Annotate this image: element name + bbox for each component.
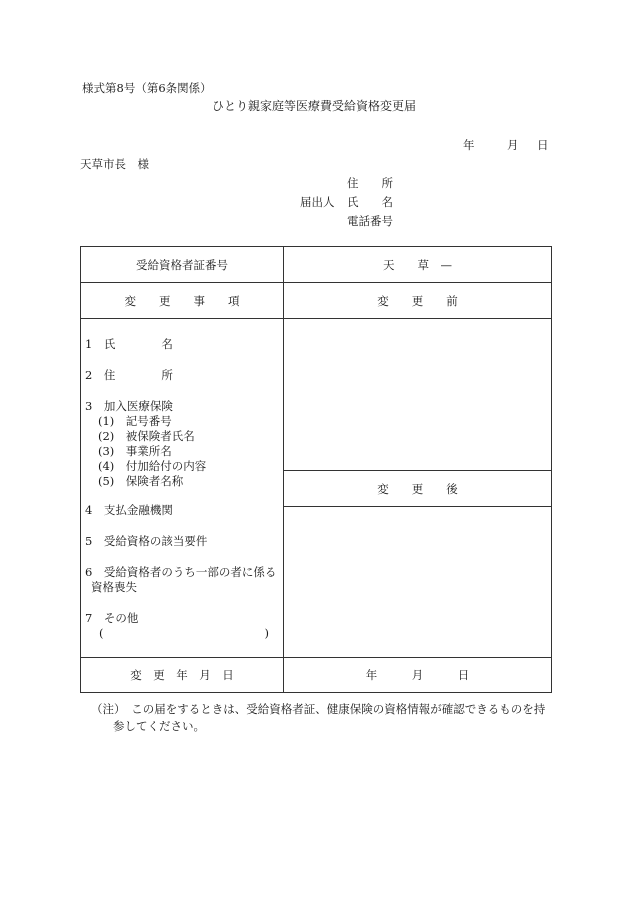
submission-date [463, 137, 549, 153]
cert-number-field[interactable]: 天 草 — [284, 247, 552, 283]
after-change-header: 変 更 後 [284, 471, 551, 507]
item-insured-person-name[interactable]: (2) 被保険者氏名 [98, 429, 195, 443]
before-change-field[interactable] [284, 319, 551, 471]
note-prefix: （注） [91, 702, 120, 716]
note-line1: この届をするときは、受給資格者証、健康保険の資格情報が確認できるものを持 [131, 702, 546, 716]
after-change-field[interactable] [284, 507, 551, 657]
item-additional-benefit[interactable]: (4) 付加給付の内容 [98, 459, 207, 473]
change-date-label: 変 更 年 月 日 [81, 658, 284, 693]
document-title: ひとり親家庭等医療費受給資格変更届 [212, 99, 417, 113]
applicant-block [300, 174, 393, 231]
date-day: 日 [537, 138, 549, 152]
change-form-table [80, 246, 552, 693]
item-address[interactable]: 2 住 所 [85, 368, 173, 382]
item-eligibility[interactable]: 5 受給資格の該当要件 [85, 534, 208, 548]
item-insurer-name[interactable]: (5) 保険者名称 [98, 474, 184, 488]
date-year: 年 [463, 138, 475, 152]
change-items-header: 変 更 事 項 [81, 283, 284, 319]
applicant-label: 届出人 [300, 195, 335, 209]
right-column [284, 319, 552, 658]
item-name[interactable]: 1 氏 名 [85, 337, 173, 351]
item-bank[interactable]: 4 支払金融機関 [85, 503, 173, 517]
form-number: 様式第8号（第6条関係） [82, 81, 212, 95]
cert-number-label: 受給資格者証番号 [81, 247, 284, 283]
note [91, 701, 545, 718]
change-date-field[interactable]: 年 月 日 [284, 658, 552, 693]
address-label: 住 所 [347, 176, 393, 190]
item-other-field[interactable]: ( ) [99, 626, 269, 640]
name-label: 氏 名 [347, 195, 393, 209]
addressee: 天草市長 様 [80, 157, 149, 171]
before-change-header: 変 更 前 [284, 283, 552, 319]
item-insurance[interactable]: 3 加入医療保険 [85, 399, 173, 413]
change-items-list [81, 319, 284, 658]
item-insurance-symbol-number[interactable]: (1) 記号番号 [98, 414, 172, 428]
note-line2: 参してください。 [113, 719, 205, 733]
item-partial-loss[interactable]: 6 受給資格者のうち一部の者に係る [85, 565, 277, 579]
phone-label: 電話番号 [347, 214, 393, 228]
date-month: 月 [507, 138, 519, 152]
item-other[interactable]: 7 その他 [85, 611, 139, 625]
item-office-name[interactable]: (3) 事業所名 [98, 444, 172, 458]
item-partial-loss-cont: 資格喪失 [91, 580, 137, 594]
